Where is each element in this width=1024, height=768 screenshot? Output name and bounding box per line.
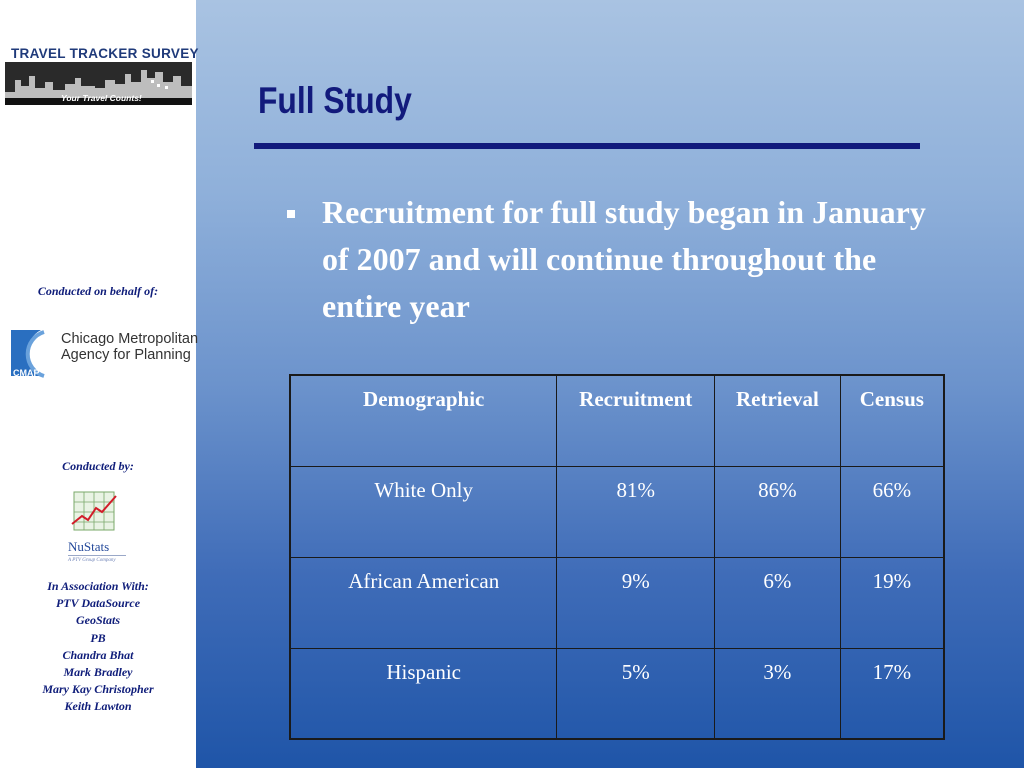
table-cell: 19%	[840, 557, 944, 648]
table-cell: 5%	[557, 648, 715, 739]
cmap-name-line1: Chicago Metropolitan	[61, 331, 199, 347]
cmap-logo	[11, 330, 199, 378]
association-line: PTV DataSource	[55, 596, 141, 611]
nustats-divider	[68, 555, 126, 556]
chart-grid-icon	[70, 490, 122, 534]
table-row	[290, 466, 944, 557]
table-row	[290, 557, 944, 648]
table-cell: 81%	[557, 466, 715, 557]
logo-tagline: Your Travel Counts!	[61, 93, 142, 103]
header-demographic: Demographic	[290, 375, 557, 466]
svg-text:CMAP: CMAP	[13, 368, 40, 378]
association-line: GeoStats	[75, 613, 120, 628]
table-cell: 86%	[715, 466, 841, 557]
table-header-row	[290, 375, 944, 466]
association-line: Keith Lawton	[64, 699, 132, 714]
association-line: In Association With:	[47, 579, 149, 593]
table-cell: 9%	[557, 557, 715, 648]
association-line: Mark Bradley	[63, 665, 133, 680]
conducted-on-behalf-label: Conducted on behalf of:	[37, 284, 159, 298]
table-cell: 17%	[840, 648, 944, 739]
slide-title: Full Study	[258, 80, 412, 121]
cmap-icon	[11, 330, 57, 378]
association-list	[0, 578, 196, 716]
association-line: Mary Kay Christopher	[42, 682, 154, 697]
travel-tracker-logo	[5, 42, 199, 105]
title-underline	[254, 143, 920, 149]
header-recruitment: Recruitment	[557, 375, 715, 466]
table-cell: 3%	[715, 648, 841, 739]
nustats-subtitle: A PTV Group Company	[68, 558, 116, 563]
table-cell: White Only	[290, 466, 557, 557]
table-row	[290, 648, 944, 739]
bullet-text: Recruitment for full study began in January of 2007 and will continue throughout the entire year	[322, 194, 926, 324]
conducted-by-label: Conducted by:	[62, 459, 134, 473]
nustats-logo	[62, 488, 134, 568]
logo-title: TRAVEL TRACKER SURVEY	[11, 46, 199, 61]
nustats-name: NuStats	[68, 539, 110, 554]
bullet-square-icon	[287, 210, 295, 218]
table-cell: Hispanic	[290, 648, 557, 739]
cmap-name	[61, 331, 198, 363]
table-cell: 6%	[715, 557, 841, 648]
demographics-table	[289, 374, 945, 740]
association-line: PB	[90, 630, 106, 645]
table-cell: African American	[290, 557, 557, 648]
cmap-name-line2: Agency for Planning	[61, 347, 191, 363]
header-retrieval: Retrieval	[715, 375, 841, 466]
table-cell: 66%	[840, 466, 944, 557]
sidebar	[0, 0, 199, 768]
association-line: Chandra Bhat	[62, 647, 134, 662]
header-census: Census	[840, 375, 944, 466]
